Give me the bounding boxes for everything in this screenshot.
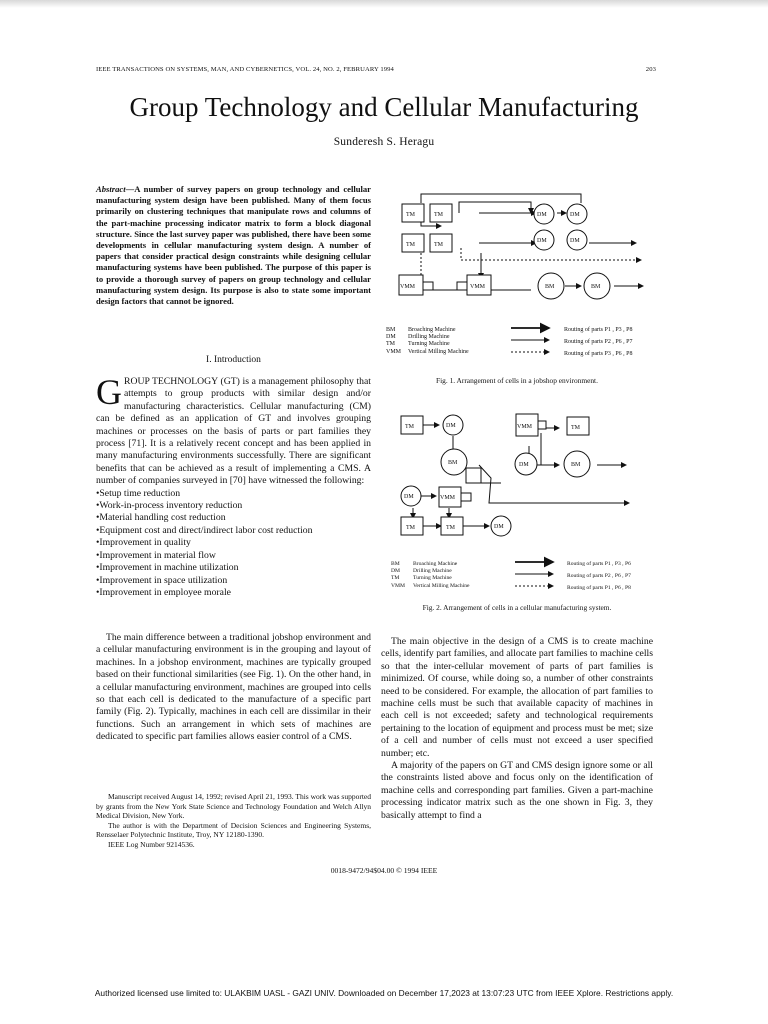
paper-title: Group Technology and Cellular Manufacturing — [129, 92, 639, 122]
fig2-legend-name: Turning Machine — [413, 575, 452, 581]
fig1-route-label: Routing of parts P3 , P6 , P8 — [564, 351, 633, 357]
fig1-legend-abbr: DM — [386, 334, 396, 340]
footnote-log: IEEE Log Number 9214536. — [108, 839, 195, 849]
fig2-route-label: Routing of parts P2 , P6 , P7 — [567, 573, 631, 579]
fig1-label-tm: TM — [406, 212, 415, 218]
fig2-legend-abbr: TM — [391, 575, 400, 581]
copyright-line: 0018-9472/94$04.00 © 1994 IEEE — [330, 866, 438, 875]
abstract-label: Abstract— — [96, 184, 135, 194]
fig2-legend-abbr: DM — [391, 568, 401, 574]
fig2-label-dm: DM — [446, 423, 456, 429]
fig1-label-bm: BM — [591, 284, 601, 290]
fig2-label-bm: BM — [448, 460, 458, 466]
abstract — [96, 184, 371, 307]
page-top-shadow — [0, 0, 768, 8]
fig2-label-dm: DM — [494, 524, 504, 530]
fig1-label-dm: DM — [537, 238, 547, 244]
list-item: •Improvement in employee morale — [96, 586, 231, 598]
fig2-label-bm: BM — [571, 462, 581, 468]
footnote-manuscript: Manuscript received August 14, 1992; revised April 21, 1993. This work was supported by grants from the New York State Science and Technology Foundation and Welch Allyn Medical Division, New York. — [96, 792, 371, 821]
figure-2-diagram — [381, 408, 661, 598]
author-name: Sunderesh S. Heragu — [333, 136, 435, 148]
fig1-legend-abbr: VMM — [386, 349, 402, 355]
fig2-legend-name: Drilling Machine — [413, 568, 452, 574]
fig1-route-label: Routing of parts P2 , P6 , P7 — [564, 339, 633, 345]
fig1-label-dm: DM — [537, 212, 547, 218]
fig2-legend-name: Vertical Milling Machine — [413, 583, 470, 589]
intro-column — [96, 372, 371, 599]
footnote-affiliation: The author is with the Department of Decision Sciences and Engineering Systems, Rensselaer Polytechnic Institute, Troy, NY 12180-1390. — [96, 820, 371, 840]
footnote — [96, 792, 371, 850]
fig1-legend-name: Drilling Machine — [408, 334, 450, 340]
fig1-label-tm: TM — [406, 242, 415, 248]
fig2-legend-abbr: VMM — [391, 583, 405, 589]
fig2-label-vmm: VMM — [517, 424, 533, 430]
fig2-route-label: Routing of parts P1 , P6 , P8 — [567, 585, 631, 591]
fig2-route-label: Routing of parts P1 , P3 , P6 — [567, 561, 631, 567]
list-item: •Improvement in material flow — [96, 549, 216, 561]
fig1-legend-abbr: BM — [386, 327, 396, 333]
drop-cap: G — [96, 372, 122, 412]
fig2-label-tm: TM — [405, 424, 414, 430]
figure-2-caption: Fig. 2. Arrangement of cells in a cellular manufacturing system. — [422, 603, 612, 612]
fig1-legend-name: Broaching Machine — [408, 327, 456, 333]
list-item: •Setup time reduction — [96, 487, 181, 499]
figure-1-diagram — [381, 190, 661, 390]
right-column — [381, 636, 653, 822]
fig1-legend-name: Turning Machine — [408, 341, 450, 347]
fig2-label-vmm: VMM — [440, 495, 456, 501]
fig1-label-dm: DM — [570, 212, 580, 218]
fig2-label-tm: TM — [406, 525, 415, 531]
fig1-label-tm: TM — [434, 242, 443, 248]
fig2-legend-abbr: BM — [391, 561, 400, 567]
objective-paragraph: The main objective in the design of a CMS is to create machine cells, identify part families, and allocate part families to machine cells so that the inter-cellular movement of parts of part families is minimized. Of course, while doing so, a number of other constraints need to be considered. For example, the allocation of part families to machine cells must be such that available capacity of machines in each cell is not exceeded; safety and technological requirements pertaining to the location of equipment and process must be met; size of a cell and number of cells must not exceed a user specified number; etc. — [381, 636, 653, 759]
fig1-legend-abbr: TM — [386, 341, 395, 347]
list-item: •Work-in-process inventory reduction — [96, 500, 243, 512]
figure-1-caption: Fig. 1. Arrangement of cells in a jobshop environment. — [436, 376, 598, 385]
list-item: •Improvement in space utilization — [96, 574, 228, 586]
list-item: •Improvement in quality — [96, 537, 191, 549]
fig1-legend-name: Vertical Milling Machine — [408, 349, 469, 355]
abstract-text: A number of survey papers on group technology and cellular manufacturing system design have been published. Many of them focus primarily on clustering techniques that manipulate rows and columns of the part-machine processing indicator matrix to form a block diagonal structure. Since the last survey paper was published, there have been some developments in cellular manufacturing system design. A number of papers that consider practical design constraints while designing cellular manufacturing systems have been published. The purpose of this paper is to provide a thorough survey of papers on group technology and cellular manufacturing system design. Its purpose is also to state some important design factors that cannot be ignored. — [96, 184, 371, 307]
journal-line: IEEE TRANSACTIONS ON SYSTEMS, MAN, AND CYBERNETICS, VOL. 24, NO. 2, FEBRUARY 1994 — [96, 66, 394, 73]
intro-text: ROUP TECHNOLOGY (GT) is a management philosophy that attempts to group products with similar design and/or manufacturing characteristics. Cellular manufacturing (CM) can be defined as an application of GT and involves grouping machines or processes on the basis of parts or part families they process [71]. It is a relatively recent concept and has been applied in many manufacturing environments successfully. There are significant benefits that can be achieved as a result of implementing a CMS. A number of companies surveyed in [70] have witnessed the following: — [96, 376, 371, 487]
fig1-label-tm: TM — [434, 212, 443, 218]
fig1-label-bm: BM — [545, 284, 555, 290]
jobshop-text: The main difference between a traditional jobshop environment and a cellular manufacturing environment is in the grouping and layout of machines. In a jobshop environment, machines are typically grouped based on their functional similarities (see Fig. 1). On the other hand, in a cellular manufacturing environment, machines are grouped into cells so that each cell is dedicated to the manufacture of a specific part family (Fig. 2). Typically, machines in each cell are dissimilar in their functions. Such an arrangement in which sets of machines are dedicated to specific part families allows easier control of a CMS. — [96, 632, 371, 743]
fig2-label-dm: DM — [519, 462, 529, 468]
fig2-label-tm: TM — [571, 425, 580, 431]
list-item: •Equipment cost and direct/indirect labor cost reduction — [96, 524, 313, 536]
running-head — [96, 66, 656, 73]
benefits-list — [96, 488, 371, 600]
section-heading: I. Introduction — [206, 355, 261, 365]
fig2-label-dm: DM — [404, 494, 414, 500]
list-item: •Material handling cost reduction — [96, 512, 226, 524]
authorization-notice: Authorized licensed use limited to: ULAKBIM UASL - GAZI UNIV. Downloaded on December 17,2023 at 13:07:23 UTC from IEEE Xplore. Restrictions apply. — [94, 988, 674, 998]
fig1-route-label: Routing of parts P1 , P3 , P8 — [564, 327, 633, 333]
list-item: •Improvement in machine utilization — [96, 562, 239, 574]
fig1-label-vmm: VMM — [470, 284, 486, 290]
jobshop-paragraph — [96, 632, 371, 744]
fig1-label-dm: DM — [570, 238, 580, 244]
majority-paragraph: A majority of the papers on GT and CMS design ignore some or all the constraints listed above and focus only on the identification of machine cells and corresponding part families. Given a part-machine processing indicator matrix such as the one shown in Fig. 3, they basically attempt to find a — [381, 760, 653, 821]
fig2-legend-name: Broaching Machine — [413, 561, 458, 567]
page-number: 203 — [645, 66, 656, 73]
fig2-label-tm: TM — [446, 525, 455, 531]
fig1-label-vmm: VMM — [400, 284, 416, 290]
